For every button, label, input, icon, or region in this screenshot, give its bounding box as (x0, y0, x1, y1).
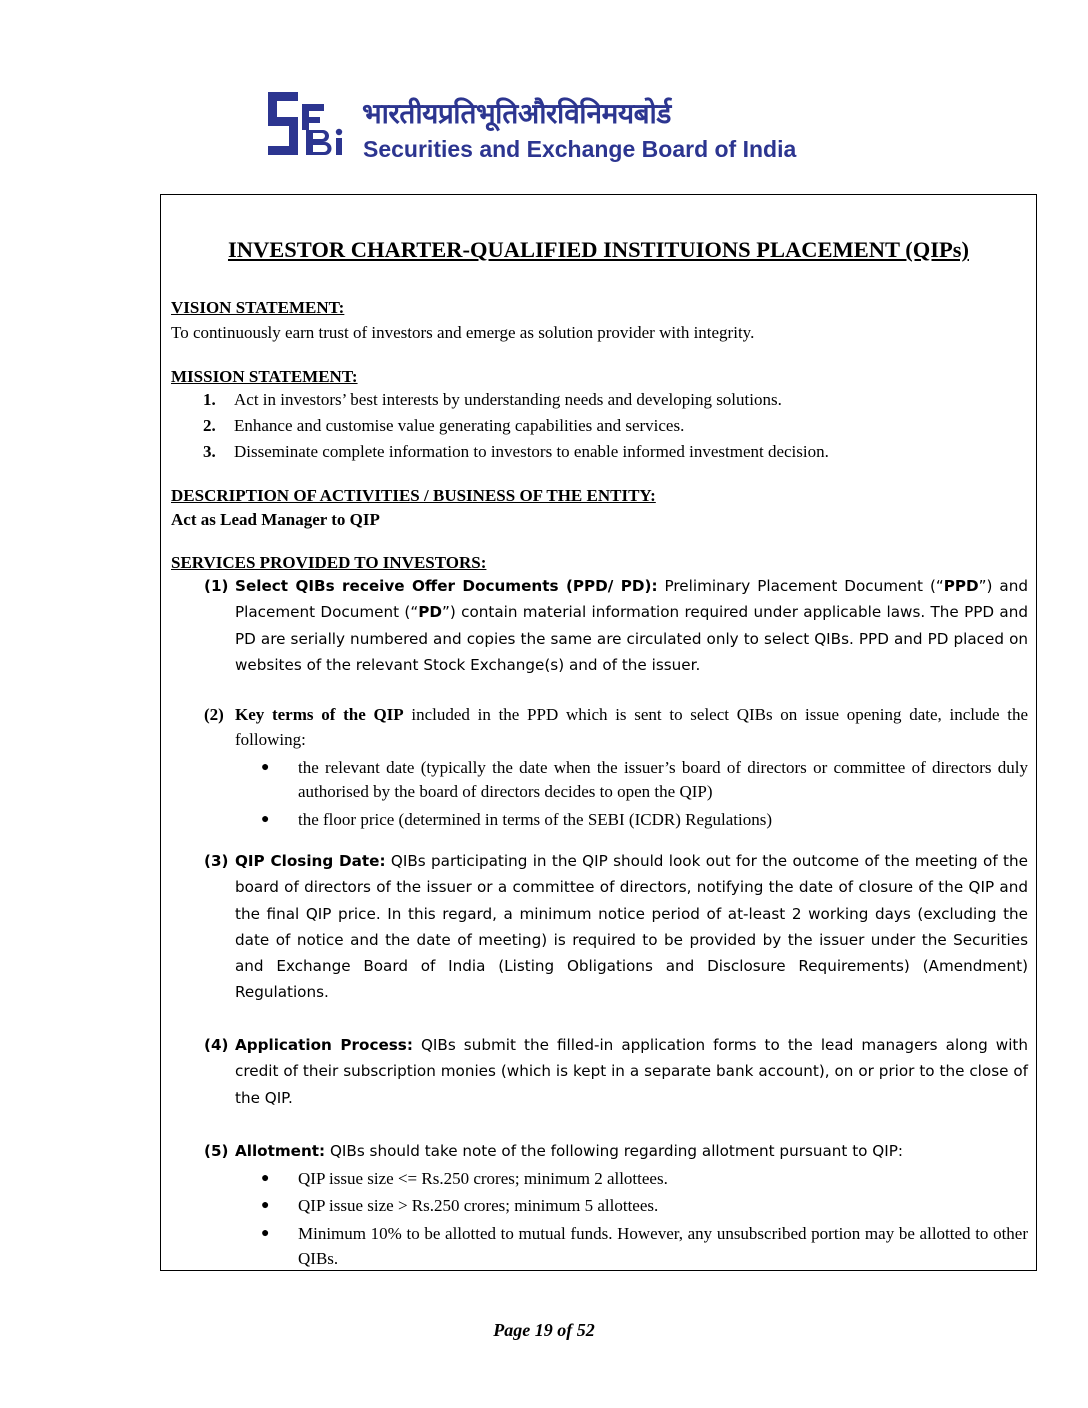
bullet-text: Minimum 10% to be allotted to mutual funds. However, any unsubscribed portion may be allotted to other QIBs. (298, 1224, 1028, 1268)
bullet-text: QIP issue size > Rs.250 crores; minimum 5 allottees. (298, 1196, 659, 1215)
mission-item-number: 3. (203, 442, 216, 461)
vision-heading: VISION STATEMENT: (171, 298, 345, 317)
description-heading: DESCRIPTION OF ACTIVITIES / BUSINESS OF THE ENTITY: (171, 486, 656, 505)
bullet-text: the floor price (determined in terms of the SEBI (ICDR) Regulations) (298, 810, 772, 829)
service-text: Preliminary Placement Document (“ (657, 577, 944, 595)
service-number: (4) (204, 1036, 229, 1054)
bullet-item: ● the floor price (determined in terms of the SEBI (ICDR) Regulations) (261, 808, 1028, 832)
services-heading: SERVICES PROVIDED TO INVESTORS: (171, 553, 487, 572)
service-lead: Select QIBs receive Offer Documents (PPD/ PD): (235, 577, 658, 595)
service-lead: QIP Closing Date: (235, 852, 386, 870)
service-item-2 (204, 702, 1028, 752)
service-number: (1) (204, 577, 229, 595)
mission-heading: MISSION STATEMENT: (171, 367, 358, 386)
bullet-item: ● QIP issue size > Rs.250 crores; minimum 5 allottees. (261, 1194, 1028, 1218)
description-text: Act as Lead Manager to QIP (171, 510, 380, 529)
service-emphasis: PPD (943, 577, 979, 595)
mission-item-text: Disseminate complete information to investors to enable informed investment decision. (234, 442, 829, 461)
service-lead: Key terms of the QIP (235, 705, 404, 724)
mission-item (203, 416, 684, 436)
service-lead: Allotment: (235, 1142, 326, 1160)
mission-item-number: 2. (203, 416, 216, 435)
mission-item-text: Enhance and customise value generating capabilities and services. (234, 416, 685, 435)
service-text: ”) and Placement Document (“ (235, 577, 1028, 622)
service-text: ”) contain material information required under applicable laws. The PPD and PD are serially numbered and copies the same are circulated only to select QIBs. PPD and PD placed on websites of the relevant Stock Exchange(s) and of the issuer. (235, 603, 1028, 674)
service-item-4 (204, 1032, 1028, 1111)
mission-item-number: 1. (203, 390, 216, 409)
service-number: (2) (204, 705, 224, 724)
page-number: Page 19 of 52 (493, 1320, 595, 1340)
service-item-1 (204, 573, 1028, 678)
sebi-logo (266, 90, 348, 158)
mission-item (203, 442, 829, 462)
service-item-5 (204, 1138, 1028, 1164)
service-number: (5) (204, 1142, 229, 1160)
service-text: QIBs participating in the QIP should look out for the outcome of the meeting of the board of directors of the issuer or a committee of directors, notifying the date of closure of the QIP and the final QIP price. In this regard, a minimum notice period of at-least 2 working days (excluding the date of notice and the date of meeting) is required to be provided by the issuer under the Securities and Exchange Board of India (Listing Obligations and Disclosure Requirements) (Amendment) Regulations. (235, 852, 1028, 1002)
page-title: INVESTOR CHARTER-QUALIFIED INSTITUIONS PLACEMENT (QIPs) (227, 237, 969, 262)
service-number: (3) (204, 852, 229, 870)
service-item-3 (204, 848, 1028, 1006)
mission-item-text: Act in investors’ best interests by understanding needs and developing solutions. (234, 390, 782, 409)
hindi-org-name: भारतीयप्रतिभूतिऔरविनिमयबोर्ड (362, 97, 671, 130)
service-text: QIBs submit the filled-in application forms to the lead managers along with credit of their subscription monies (which is kept in a separate bank account), on or prior to the close of the QIP. (235, 1036, 1028, 1107)
bullet-item: ● QIP issue size <= Rs.250 crores; minimum 2 allottees. (261, 1167, 1028, 1191)
bullet-item: ● the relevant date (typically the date when the issuer’s board of directors or committee of directors duly authorised by the board of directors decides to open the QIP) (261, 756, 1028, 804)
bullet-text: the relevant date (typically the date when the issuer’s board of directors or committee of directors duly authorised by the board of directors decides to open the QIP) (298, 758, 1028, 801)
page-header (266, 90, 866, 170)
english-org-name: Securities and Exchange Board of India (363, 136, 797, 162)
service-emphasis: PD (418, 603, 442, 622)
mission-item (203, 390, 782, 410)
service-lead: Application Process: (235, 1036, 413, 1054)
service-text: QIBs should take note of the following regarding allotment pursuant to QIP: (325, 1142, 903, 1160)
content-box (160, 194, 1037, 1271)
service-text: included in the PPD which is sent to select QIBs on issue opening date, include the following: (235, 705, 1028, 749)
bullet-text: QIP issue size <= Rs.250 crores; minimum 2 allottees. (298, 1169, 668, 1188)
vision-text: To continuously earn trust of investors and emerge as solution provider with integrity. (171, 323, 755, 342)
bullet-item: ● Minimum 10% to be allotted to mutual funds. However, any unsubscribed portion may be allotted to other QIBs. (261, 1221, 1028, 1271)
